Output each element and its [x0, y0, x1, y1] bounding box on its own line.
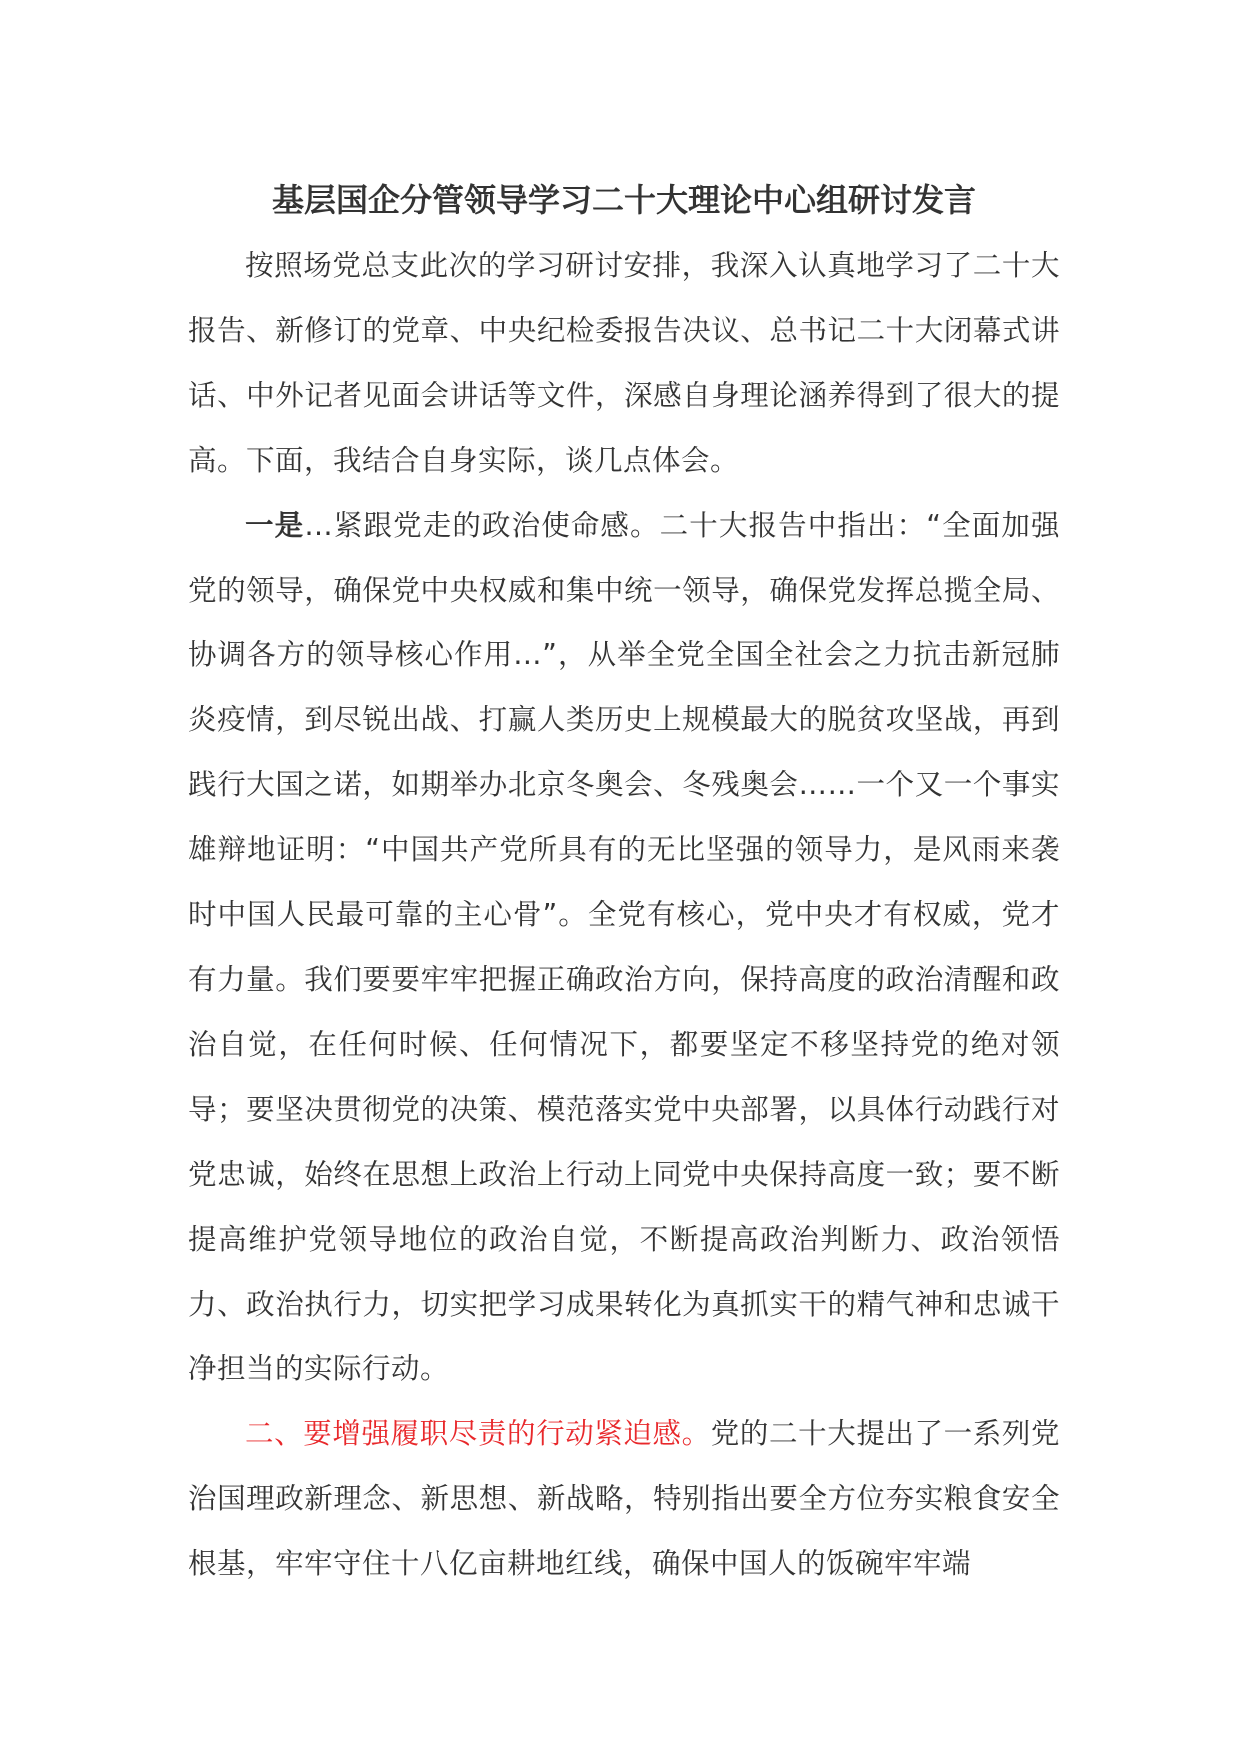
paragraph-point-one-lead: 一是 [245, 508, 305, 542]
document-title: 基层国企分管领导学习二十大理论中心组研讨发言 [271, 181, 976, 219]
document-body [188, 174, 1060, 1597]
paragraph-point-one [188, 494, 1060, 1403]
paragraph-point-one-text: …紧跟党走的政治使命感。二十大报告中指出：“全面加强党的领导，确保党中央权威和集中统一领导，确保党发挥总揽全局、协调各方的领导核心作用…”，从举全党全国全社会之力抗击新冠肺炎疫情，到尽锐出战、打赢人类历史上规模最大的脱贫攻坚战，再到践行大国之诺，如期举办北京冬奥会、冬残奥会……一个又一个事实雄辩地证明：“中国共产党所具有的无比坚强的领导力，是风雨来袭时中国人民最可靠的主心骨”。全党有核心，党中央才有权威，党才有力量。我们要要牢牢把握正确政治方向，保持高度的政治清醒和政治自觉，在任何时候、任何情况下，都要坚定不移坚持党的绝对领导；要坚决贯彻党的决策、模范落实党中央部署，以具体行动践行对党忠诚，始终在思想上政治上行动上同党中央保持高度一致；要不断提高维护党领导地位的政治自觉，不断提高政治判断力、政治领悟力、政治执行力，切实把学习成果转化为真抓实干的精气神和忠诚干净担当的实际行动。 [188, 508, 1060, 1386]
paragraph-point-two-text: 党的二十大提出了一系列党治国理政新理念、新思想、新战略，特别指出要全方位夯实粮食安全根基，牢牢守住十八亿亩耕地红线，确保中国人的饭碗牢牢端 [188, 1417, 1060, 1581]
paragraph-intro-text: 按照场党总支此次的学习研讨安排，我深入认真地学习了二十大报告、新修订的党章、中央纪检委报告决议、总书记二十大闭幕式讲话、中外记者见面会讲话等文件，深感自身理论涵养得到了很大的提高。下面，我结合自身实际，谈几点体会。 [188, 249, 1060, 477]
paragraph-intro [188, 234, 1060, 494]
paragraph-point-two-lead: 二、要增强履职尽责的行动紧迫感。 [245, 1417, 711, 1451]
paragraph-point-two [188, 1402, 1060, 1597]
